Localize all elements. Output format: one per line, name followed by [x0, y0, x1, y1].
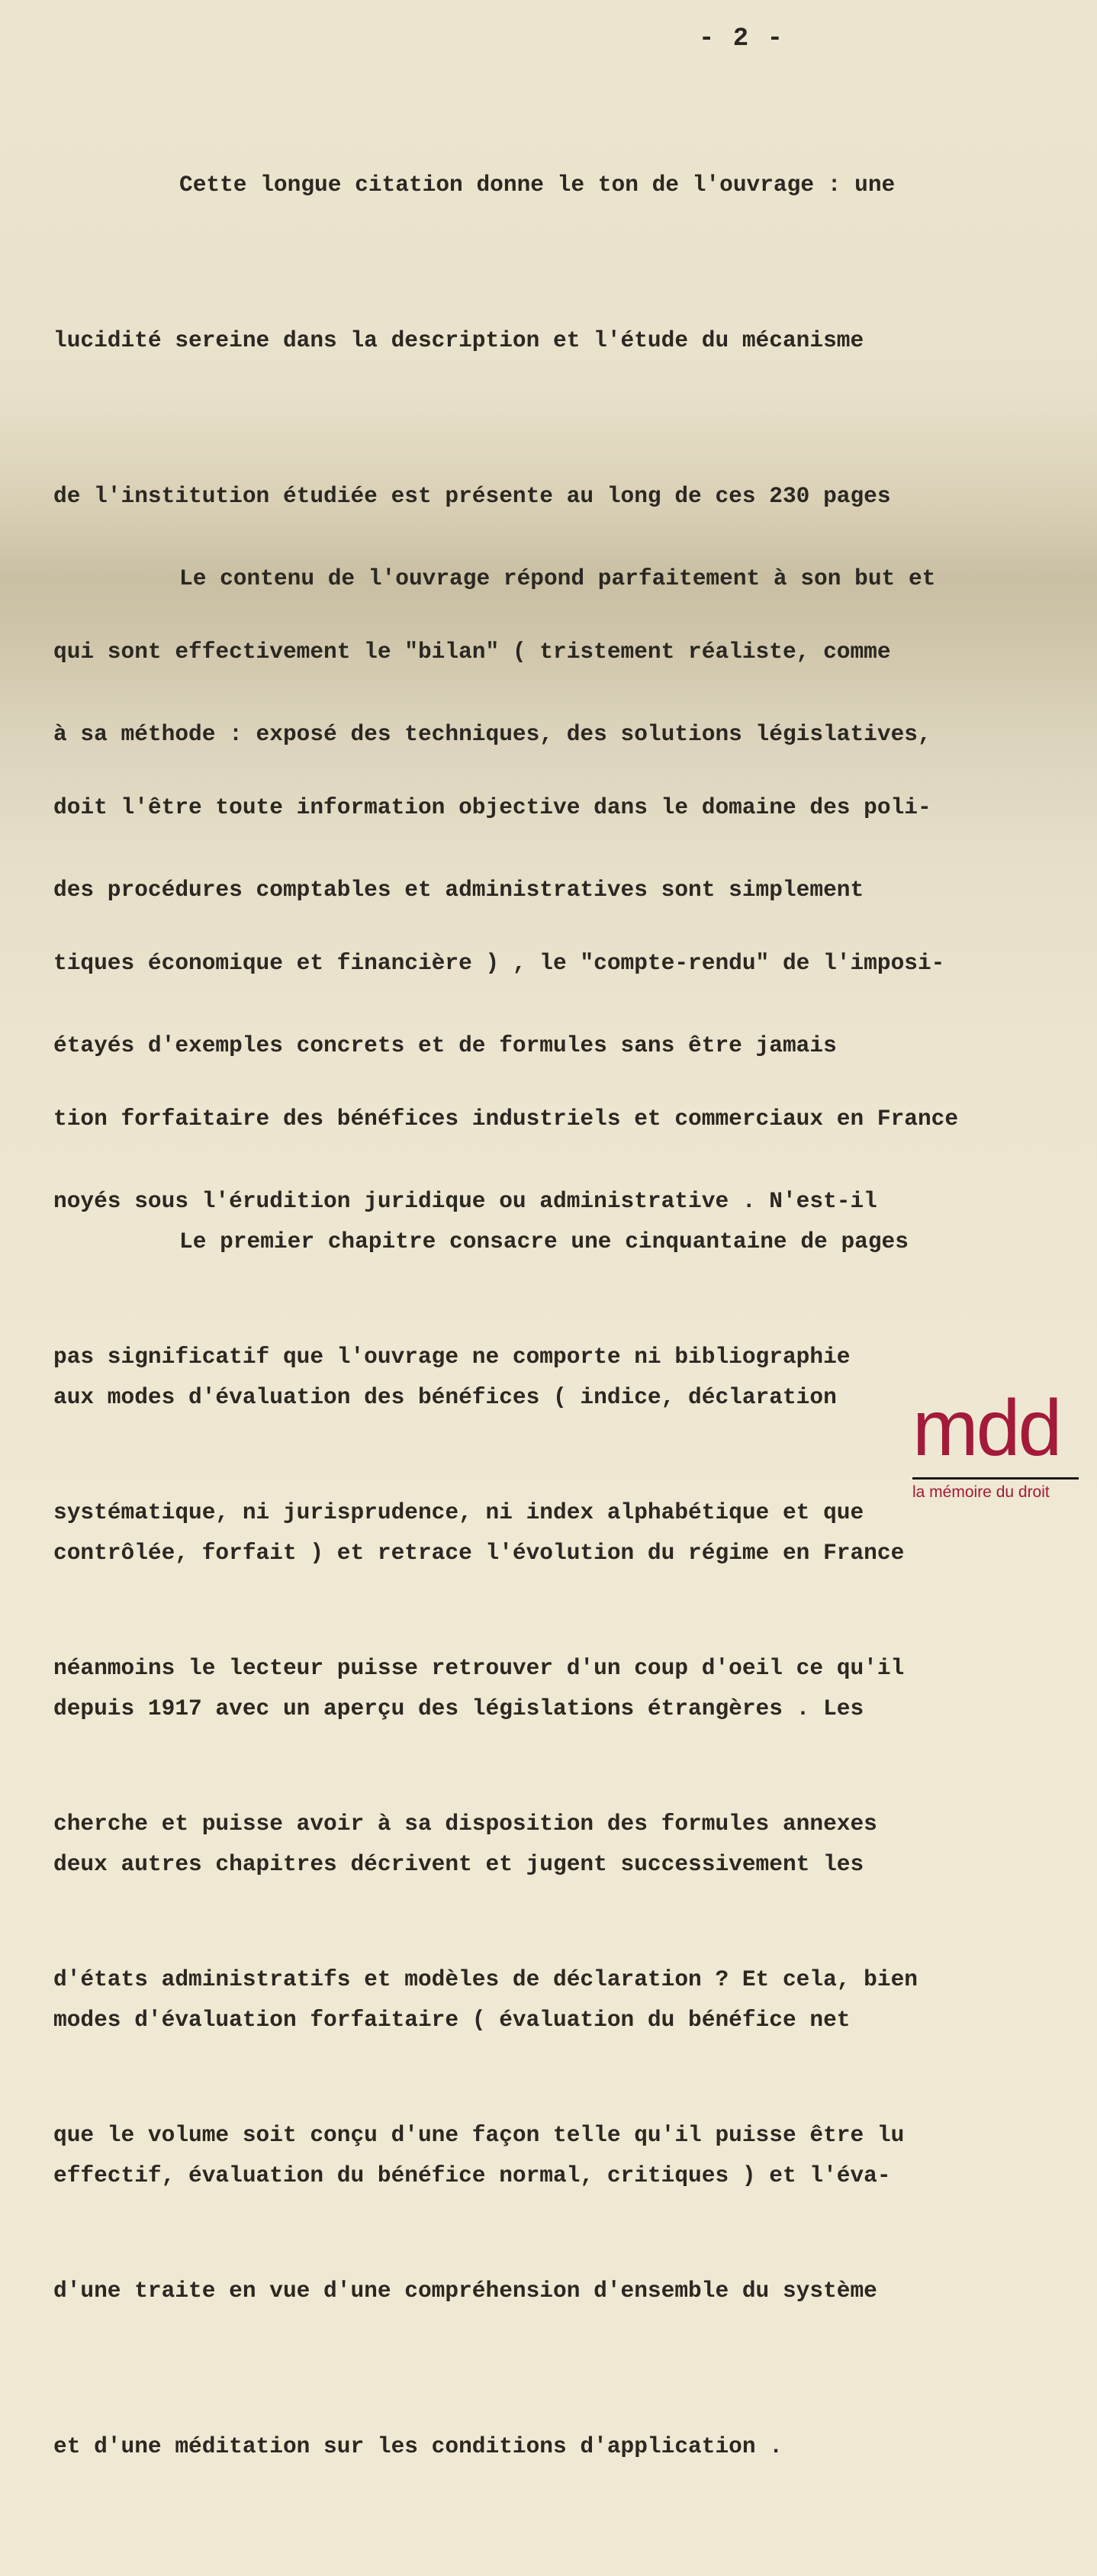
text-line: effectif, évaluation du bénéfice normal, critiques ) et l'éva-	[53, 2162, 891, 2188]
text-line: Cette longue citation donne le ton de l'ouvrage : une	[179, 172, 896, 198]
text-line: noyés sous l'érudition juridique ou administrative . N'est-il	[53, 1188, 877, 1214]
text-line: que le volume soit conçu d'une façon telle qu'il puisse être lu	[53, 2122, 905, 2148]
text-line: doit l'être toute information objective dans le domaine des poli-	[53, 794, 931, 820]
text-line: de l'institution étudiée est présente au long de ces 230 pages	[53, 483, 891, 509]
mdd-logo	[912, 1384, 1083, 1518]
text-line: néanmoins le lecteur puisse retrouver d'un coup d'oeil ce qu'il	[53, 1655, 905, 1681]
text-line: d'une traite en vue d'une compréhension d'ensemble du système	[53, 2278, 877, 2304]
logo-tagline: la mémoire du droit	[912, 1483, 1050, 1501]
text-line: étayés d'exemples concrets et de formules sans être jamais	[53, 1032, 837, 1058]
text-line: lucidité sereine dans la description et l'étude du mécanisme	[53, 327, 864, 353]
text-line: deux autres chapitres décrivent et jugent successivement les	[53, 1851, 864, 1877]
logo-divider	[912, 1477, 1079, 1480]
logo-letters: mdd	[912, 1384, 1060, 1473]
text-line: d'états administratifs et modèles de déclaration ? Et cela, bien	[53, 1966, 918, 1992]
text-line: Le premier chapitre consacre une cinquantaine de pages	[179, 1228, 909, 1254]
text-line: cherche et puisse avoir à sa disposition des formules annexes	[53, 1811, 877, 1837]
text-line: pas significatif que l'ouvrage ne comporte ni bibliographie	[53, 1344, 851, 1370]
text-line: tion forfaitaire des bénéfices industriels et commerciaux en France	[53, 1106, 959, 1132]
text-line: aux modes d'évaluation des bénéfices ( indice, déclaration	[53, 1384, 837, 1410]
text-line: modes d'évaluation forfaitaire ( évaluation du bénéfice net	[53, 2007, 851, 2033]
text-line: depuis 1917 avec un aperçu des législations étrangères . Les	[53, 1695, 864, 1721]
text-line: systématique, ni jurisprudence, ni index alphabétique et que	[53, 1499, 864, 1525]
text-line: à sa méthode : exposé des techniques, des solutions législatives,	[53, 721, 931, 747]
page-number: - 2 -	[699, 24, 785, 53]
text-line: des procédures comptables et administratives sont simplement	[53, 877, 864, 903]
text-line: tiques économique et financière ) , le "compte-rendu" de l'imposi-	[53, 950, 945, 976]
text-line: contrôlée, forfait ) et retrace l'évolution du régime en France	[53, 1540, 905, 1566]
paragraph-3	[53, 1112, 1097, 2305]
text-line: qui sont effectivement le "bilan" ( tristement réaliste, comme	[53, 639, 891, 665]
text-line: et d'une méditation sur les conditions d'application .	[53, 2433, 783, 2459]
text-line: Le contenu de l'ouvrage répond parfaitement à son but et	[179, 565, 936, 591]
